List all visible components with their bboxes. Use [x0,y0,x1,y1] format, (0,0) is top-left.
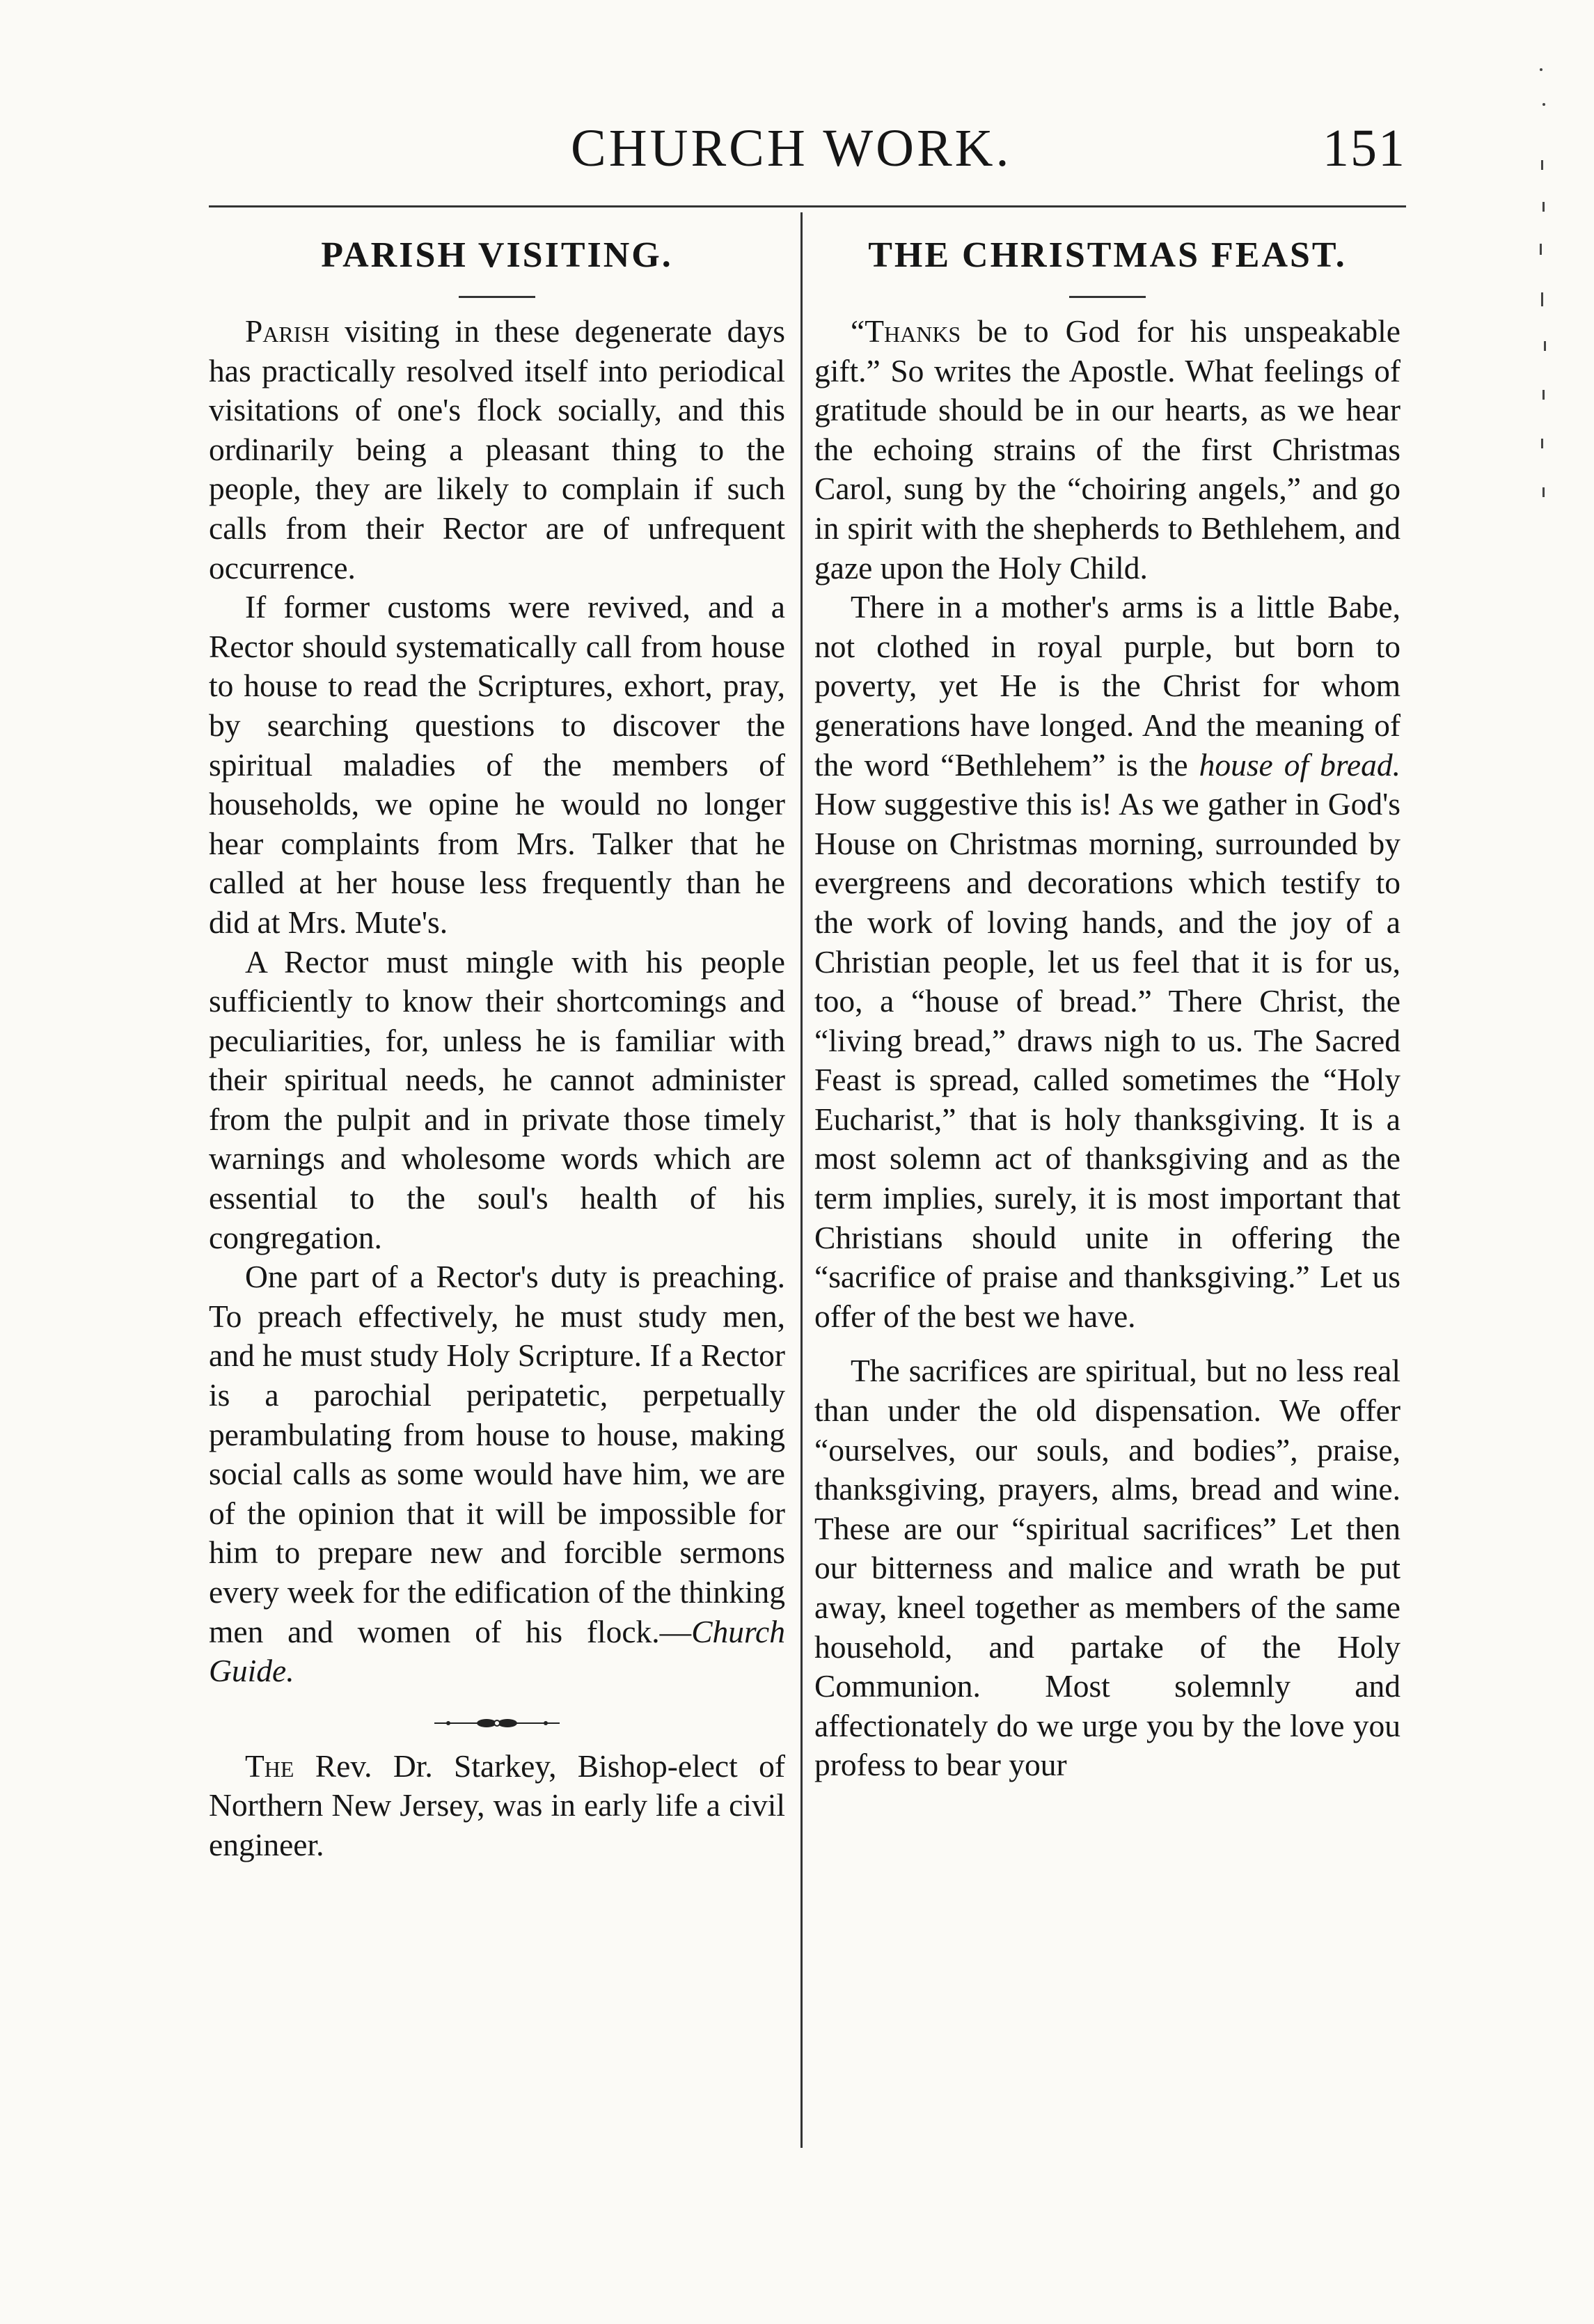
paragraph [814,588,1400,1336]
source-citation: Church Guide. [209,1613,785,1689]
paragraph: If former customs were revived, and a Rector should systematically call from house to house to read the Scriptures, exhort, pray, by searching questions to discover the spiritual maladies of the members of households, we opine he would no longer hear complaints from Mrs. Talker that he called at her house less frequently than he did at Mrs. Mute's. [209,589,785,940]
running-title: CHURCH WORK. [571,119,1012,178]
news-note [209,1747,785,1865]
page-header [209,118,1434,195]
paragraph-text: be to God for his unspeakable gift.” So writes the Apostle. What feelings of gratitude should be in our hearts, as we hear the echoing strains of the first Christmas Carol, sung by the “choiring angels,” and go in spirit with the shepherds to Bethlehem, and gaze upon the Holy Child. [814,313,1400,586]
paragraph-text: There in a mother's arms is a little Babe, not clothed in royal purple, but born to poverty, yet He is the Christ for whom generations have longed. And the meaning of the word “Bethlehem” is the [814,589,1400,783]
drop-word: Thanks [865,313,961,349]
paragraph-text-continued: How suggestive this is! As we gather in God's House on Christmas morning, surrounded by evergreens and decorations which testify to the work of loving hands, and the joy of a Christian people, let us feel that it is for us, too, a “house of bread.” There Christ, the “living bread,” draws nigh to us. The Sacred Feast is spread, called sometimes the “Holy Eucharist,” that is holy thanksgiving. It is a most solemn act of thanksgiving and as the term implies, surely, it is most important that Christians should unite in offering the “sacrifice of praise and thanksgiving.” Let us offer of the best we have. [814,786,1400,1334]
paragraph-text: visiting in these degenerate days has practically resolved itself into periodical visitations of one's flock socially, and this ordinarily being a pleasant thing to the people, they are likely to complain if such calls from their Rector are of unfrequent occurrence. [209,313,785,586]
paragraph [209,1257,785,1691]
ornamental-divider [420,1715,574,1732]
article-title-parish-visiting: PARISH VISITING. [321,235,673,275]
article-title-christmas-feast: THE CHRISTMAS FEAST. [868,235,1347,275]
note-text: Rev. Dr. Starkey, Bishop-elect of Northern New Jersey, was in early life a civil engineer. [209,1748,785,1862]
paragraph: A Rector must mingle with his people sufficiently to know their shortcomings and peculiarities, for, unless he is familiar with their spiritual needs, he cannot administer from the pulpit and in private those timely warnings and wholesome words which are essential to the soul's health of his congregation. [209,943,785,1255]
paragraph-text: One part of a Rector's duty is preaching. To preach effectively, he must study men, and he must study Holy Scripture. If a Rector is a parochial peripatetic, perpetually perambulating from house to house, making social calls as some would have him, we are of the opinion that it will be impossible for him to prepare new and forcible sermons every week for the edification of the thinking men and women of his flock.— [209,1259,785,1649]
open-quote: “ [851,313,865,349]
paragraph [209,312,785,588]
column-divider [800,212,803,2148]
title-rule [459,296,535,298]
paragraph: The sacrifices are spiritual, but no less real than under the old dispensation. We offer “ourselves, our souls, and bodies”, praise, thanksgiving, prayers, alms, bread and wine. These are our “spiritual sacrifices” Let then our bitterness and malice and wrath be put away, kneel together as members of the same household, and partake of the Holy Communion. Most solemnly and affectionately do we urge you by the love you profess to bear your [814,1353,1400,1783]
paragraph [814,312,1400,588]
margin-specks [1531,63,1552,550]
italic-phrase: house of bread. [1199,746,1400,783]
title-rule [1069,296,1146,298]
page-number: 151 [1323,119,1406,178]
drop-word: Parish [245,313,330,349]
right-column [814,233,1400,1785]
left-column [209,233,785,1865]
header-rule [209,205,1406,207]
drop-word: The [245,1748,294,1784]
